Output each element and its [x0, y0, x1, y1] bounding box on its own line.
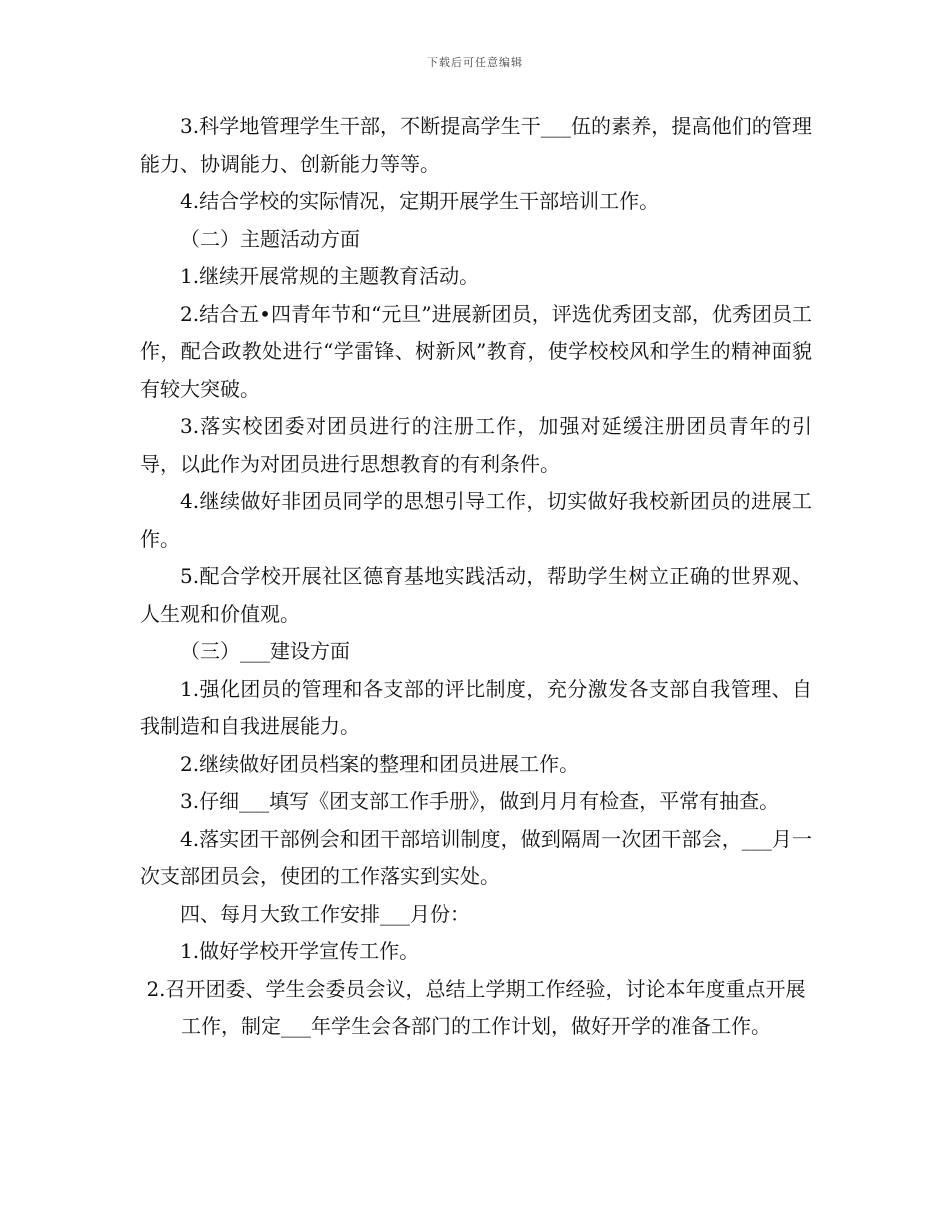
- paragraph-9: 2.继续做好团员档案的整理和团员进展工作。: [180, 751, 580, 776]
- page-header: 下载后可任意编辑: [427, 56, 523, 69]
- paragraph-7: 5.配合学校开展社区德育基地实践活动，帮助学生树立正确的世界观、人生观和价值观。: [140, 564, 812, 626]
- section-heading-theme-activities: （二）主题活动方面: [180, 226, 360, 251]
- paragraph-10: 3.仔细___填写《团支部工作手册》，做到月月有检查，平常有抽查。: [180, 789, 780, 813]
- document-body: [140, 108, 812, 1046]
- paragraph-8: 1.强化团员的管理和各支部的评比制度，充分激发各支部自我管理、自我制造和自我进展能力。: [140, 676, 812, 738]
- section-heading-construction: （三）___建设方面: [180, 639, 350, 663]
- section-heading-monthly-schedule: 四、每月大致工作安排___月份：: [180, 901, 470, 926]
- paragraph-3: 1.继续开展常规的主题教育活动。: [180, 264, 480, 288]
- paragraph-5: 3.落实校团委对团员进行的注册工作，加强对延缓注册团员青年的引导，以此作为对团员进行思想教育的有利条件。: [140, 414, 812, 476]
- paragraph-12: 1.做好学校开学宣传工作。: [180, 939, 420, 963]
- paragraph-11: 4.落实团干部例会和团干部培训制度，做到隔周一次团干部会，___月一次支部团员会，使团的工作落实到实处。: [140, 826, 812, 888]
- paragraph-4: 2.结合五•四青年节和“元旦”进展新团员，评选优秀团支部，优秀团员工作，配合政教处进行“学雷锋、树新风”教育，使学校校风和学生的精神面貌有较大突破。: [140, 301, 812, 401]
- paragraph-1: 3.科学地管理学生干部，不断提高学生干___伍的素养，提高他们的管理能力、协调能力、创新能力等等。: [140, 114, 812, 176]
- paragraph-6: 4.继续做好非团员同学的思想引导工作，切实做好我校新团员的进展工作。: [140, 489, 812, 551]
- paragraph-13: 2.召开团委、学生会委员会议，总结上学期工作经验，讨论本年度重点开展工作，制定___年学生会各部门的工作计划，做好开学的准备工作。: [146, 976, 806, 1038]
- paragraph-2: 4.结合学校的实际情况，定期开展学生干部培训工作。: [180, 189, 660, 213]
